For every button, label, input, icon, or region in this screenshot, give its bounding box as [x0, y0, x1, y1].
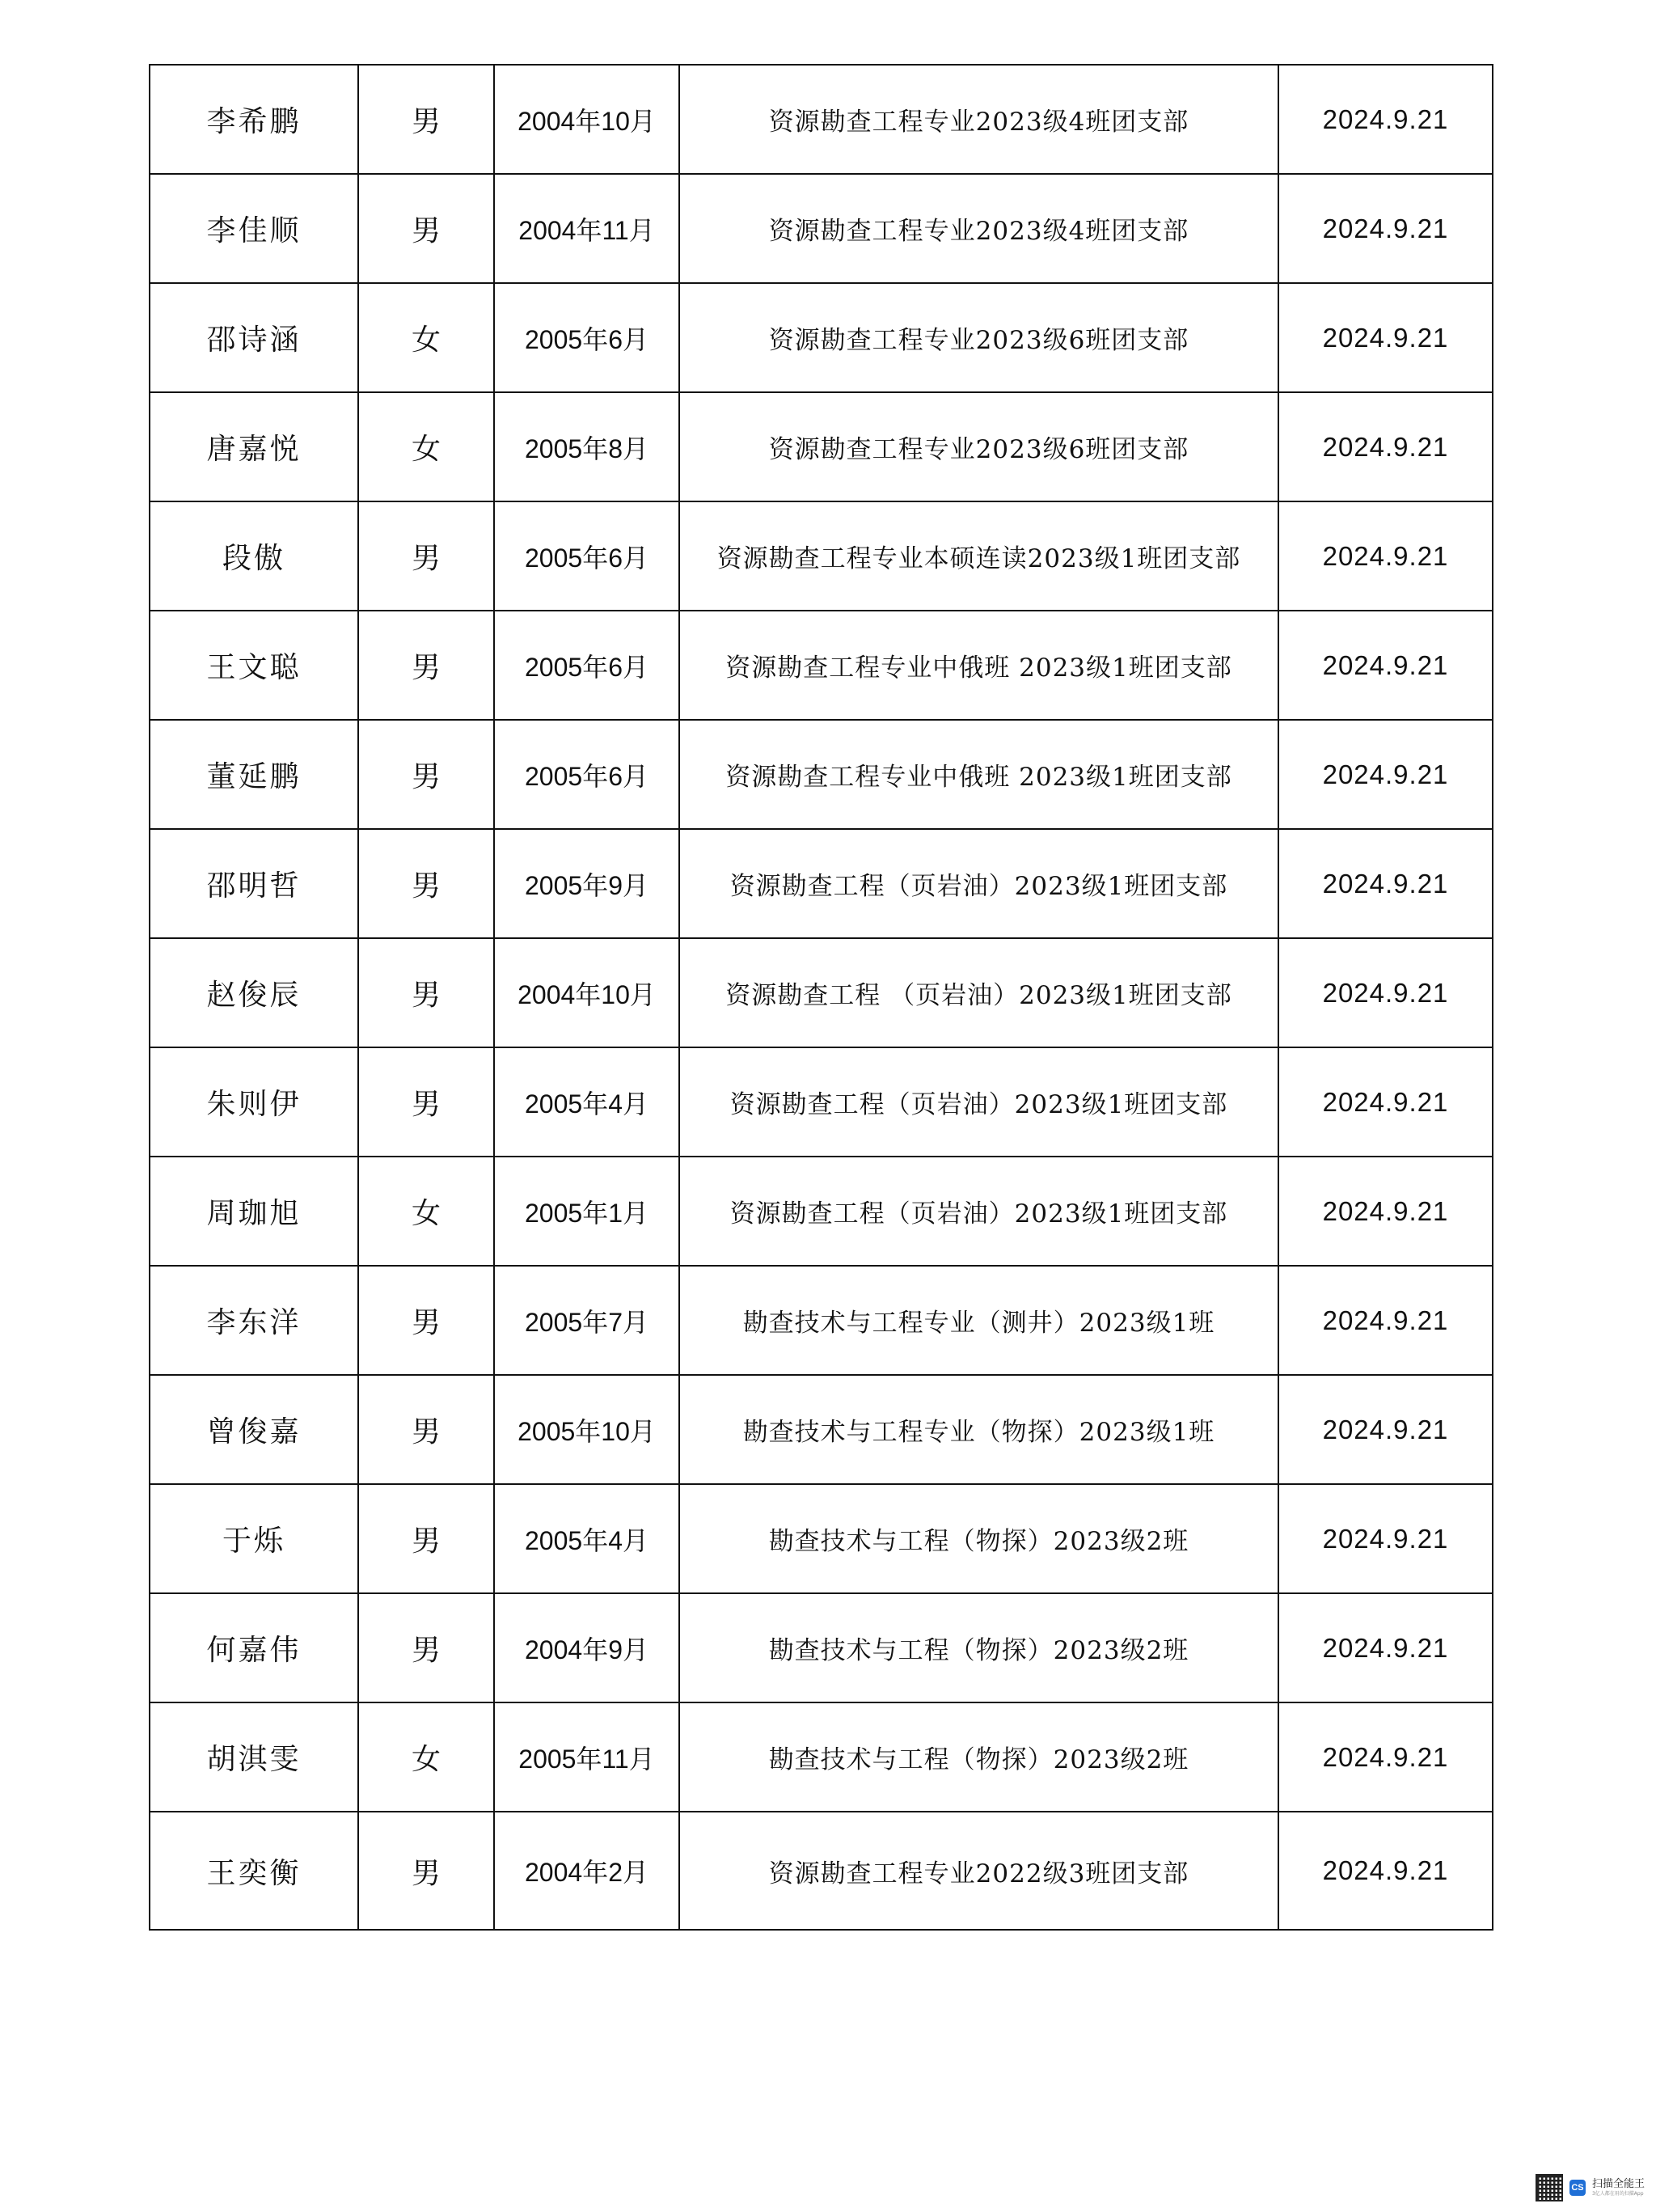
member-league-branch: 资源勘查工程专业本硕连读2023级1班团支部	[679, 501, 1278, 611]
member-name: 李东洋	[150, 1266, 358, 1375]
member-birth-date: 2005年11月	[494, 1702, 679, 1812]
member-join-date: 2024.9.21	[1278, 1812, 1493, 1930]
member-birth-date: 2005年10月	[494, 1375, 679, 1484]
member-gender: 男	[358, 829, 494, 938]
member-gender: 男	[358, 611, 494, 720]
member-league-branch: 勘查技术与工程（物探）2023级2班	[679, 1593, 1278, 1702]
member-birth-date: 2004年11月	[494, 174, 679, 283]
member-join-date: 2024.9.21	[1278, 501, 1493, 611]
roster-body	[150, 65, 1493, 1930]
member-join-date: 2024.9.21	[1278, 65, 1493, 174]
member-name: 于烁	[150, 1484, 358, 1593]
member-birth-date: 2005年6月	[494, 720, 679, 829]
table-row	[150, 65, 1493, 174]
member-gender: 男	[358, 1047, 494, 1157]
member-join-date: 2024.9.21	[1278, 283, 1493, 392]
member-birth-date: 2005年1月	[494, 1157, 679, 1266]
member-name: 朱则伊	[150, 1047, 358, 1157]
member-league-branch: 勘查技术与工程专业（物探）2023级1班	[679, 1375, 1278, 1484]
member-league-branch: 资源勘查工程（页岩油）2023级1班团支部	[679, 1047, 1278, 1157]
member-league-branch: 勘查技术与工程专业（测井）2023级1班	[679, 1266, 1278, 1375]
member-name: 段傲	[150, 501, 358, 611]
badge-subtitle: 3亿人都在用的扫描App	[1591, 2191, 1644, 2197]
member-join-date: 2024.9.21	[1278, 174, 1493, 283]
table-row	[150, 283, 1493, 392]
member-join-date: 2024.9.21	[1278, 1375, 1493, 1484]
member-gender: 男	[358, 938, 494, 1047]
member-gender: 男	[358, 1593, 494, 1702]
table-row	[150, 1593, 1493, 1702]
member-name: 李佳顺	[150, 174, 358, 283]
member-league-branch: 勘查技术与工程（物探）2023级2班	[679, 1702, 1278, 1812]
member-gender: 男	[358, 501, 494, 611]
member-gender: 女	[358, 283, 494, 392]
member-league-branch: 资源勘查工程专业2023级4班团支部	[679, 65, 1278, 174]
table-row	[150, 611, 1493, 720]
member-gender: 男	[358, 1375, 494, 1484]
table-row	[150, 1812, 1493, 1930]
member-birth-date: 2005年8月	[494, 392, 679, 501]
member-name: 何嘉伟	[150, 1593, 358, 1702]
member-gender: 男	[358, 174, 494, 283]
member-league-branch: 资源勘查工程专业2022级3班团支部	[679, 1812, 1278, 1930]
member-birth-date: 2004年2月	[494, 1812, 679, 1930]
table-row	[150, 1157, 1493, 1266]
member-gender: 男	[358, 65, 494, 174]
table-row	[150, 720, 1493, 829]
member-name: 曾俊嘉	[150, 1375, 358, 1484]
member-join-date: 2024.9.21	[1278, 720, 1493, 829]
member-league-branch: 资源勘查工程（页岩油）2023级1班团支部	[679, 829, 1278, 938]
member-gender: 男	[358, 720, 494, 829]
table-row	[150, 1375, 1493, 1484]
member-gender: 女	[358, 1702, 494, 1812]
member-name: 邵诗涵	[150, 283, 358, 392]
table-row	[150, 829, 1493, 938]
member-name: 邵明哲	[150, 829, 358, 938]
member-gender: 男	[358, 1484, 494, 1593]
badge-text	[1592, 2179, 1645, 2197]
member-name: 唐嘉悦	[150, 392, 358, 501]
member-birth-date: 2005年4月	[494, 1484, 679, 1593]
member-join-date: 2024.9.21	[1278, 611, 1493, 720]
member-league-branch: 资源勘查工程专业中俄班 2023级1班团支部	[679, 720, 1278, 829]
member-league-branch: 资源勘查工程专业中俄班 2023级1班团支部	[679, 611, 1278, 720]
member-join-date: 2024.9.21	[1278, 1047, 1493, 1157]
member-join-date: 2024.9.21	[1278, 829, 1493, 938]
member-join-date: 2024.9.21	[1278, 1593, 1493, 1702]
member-birth-date: 2005年6月	[494, 283, 679, 392]
member-birth-date: 2004年9月	[494, 1593, 679, 1702]
table-row	[150, 174, 1493, 283]
member-gender: 女	[358, 392, 494, 501]
member-join-date: 2024.9.21	[1278, 1484, 1493, 1593]
member-league-branch: 资源勘查工程（页岩油）2023级1班团支部	[679, 1157, 1278, 1266]
table-row	[150, 501, 1493, 611]
member-birth-date: 2005年9月	[494, 829, 679, 938]
camscanner-logo-icon: CS	[1569, 2180, 1586, 2196]
member-name: 李希鹏	[150, 65, 358, 174]
table-row	[150, 1702, 1493, 1812]
member-roster-table	[149, 64, 1493, 1931]
scanner-app-badge	[1536, 2172, 1645, 2204]
member-join-date: 2024.9.21	[1278, 1157, 1493, 1266]
table-row	[150, 1484, 1493, 1593]
member-join-date: 2024.9.21	[1278, 1702, 1493, 1812]
member-league-branch: 资源勘查工程专业2023级6班团支部	[679, 283, 1278, 392]
member-name: 王文聪	[150, 611, 358, 720]
table-row	[150, 938, 1493, 1047]
member-join-date: 2024.9.21	[1278, 1266, 1493, 1375]
member-gender: 女	[358, 1157, 494, 1266]
member-name: 周珈旭	[150, 1157, 358, 1266]
member-league-branch: 资源勘查工程 （页岩油）2023级1班团支部	[679, 938, 1278, 1047]
member-name: 胡淇雯	[150, 1702, 358, 1812]
member-birth-date: 2005年6月	[494, 501, 679, 611]
member-league-branch: 资源勘查工程专业2023级4班团支部	[679, 174, 1278, 283]
member-gender: 男	[358, 1266, 494, 1375]
member-league-branch: 勘查技术与工程（物探）2023级2班	[679, 1484, 1278, 1593]
table-row	[150, 392, 1493, 501]
member-birth-date: 2004年10月	[494, 65, 679, 174]
member-join-date: 2024.9.21	[1278, 392, 1493, 501]
member-name: 董延鹏	[150, 720, 358, 829]
member-birth-date: 2005年6月	[494, 611, 679, 720]
table-row	[150, 1266, 1493, 1375]
badge-title: 扫描全能王	[1591, 2178, 1645, 2190]
member-name: 王奕衡	[150, 1812, 358, 1930]
member-join-date: 2024.9.21	[1278, 938, 1493, 1047]
member-gender: 男	[358, 1812, 494, 1930]
table-row	[150, 1047, 1493, 1157]
member-birth-date: 2005年4月	[494, 1047, 679, 1157]
member-birth-date: 2004年10月	[494, 938, 679, 1047]
member-birth-date: 2005年7月	[494, 1266, 679, 1375]
member-name: 赵俊辰	[150, 938, 358, 1047]
qr-code-icon	[1536, 2174, 1563, 2201]
member-league-branch: 资源勘查工程专业2023级6班团支部	[679, 392, 1278, 501]
